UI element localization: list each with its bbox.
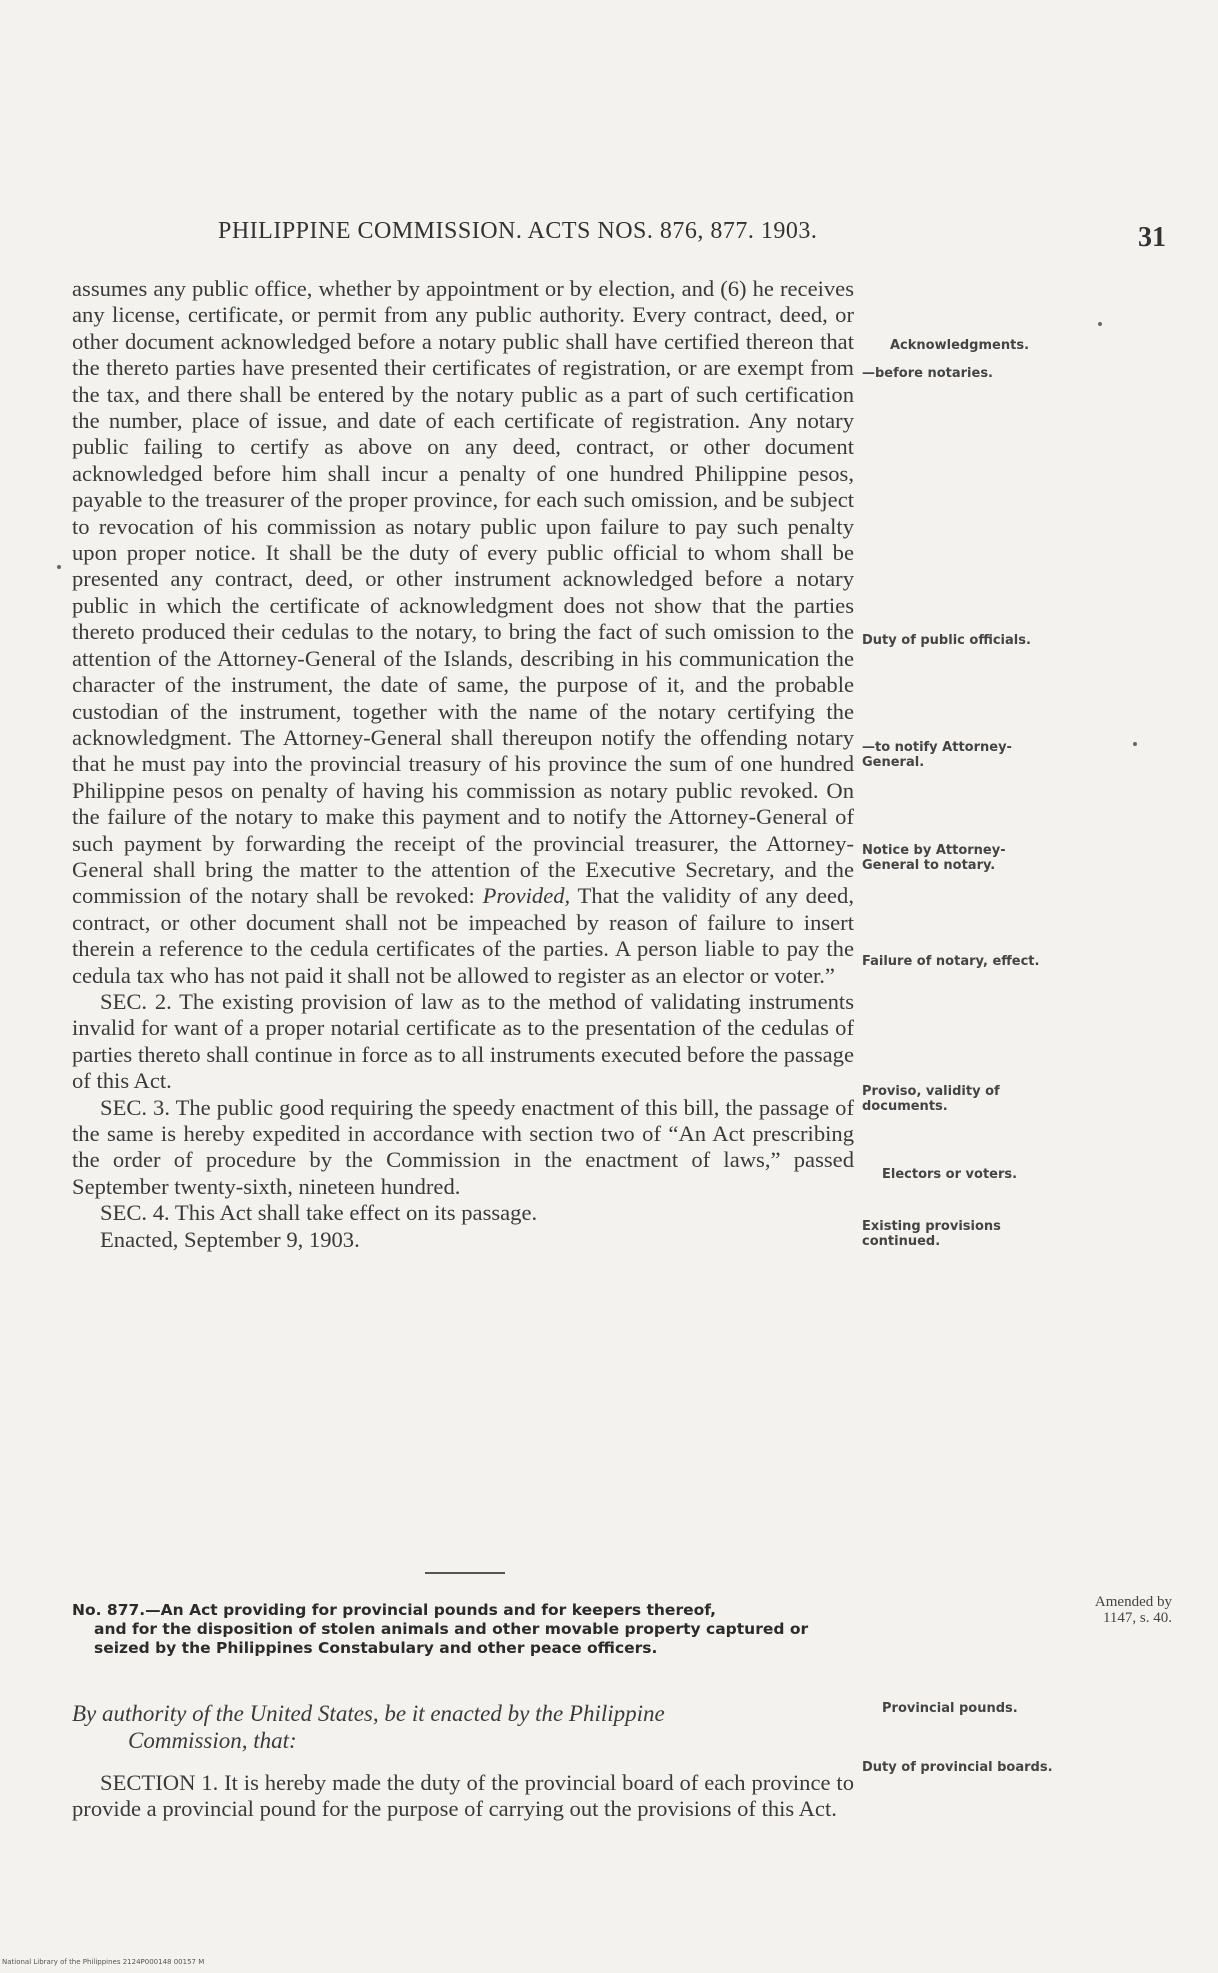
page-number: 31 xyxy=(1138,222,1166,253)
margin-note-duty-boards: Duty of provincial boards. xyxy=(862,1760,1053,1775)
act-877-section-1 xyxy=(72,1770,854,1823)
running-head: PHILIPPINE COMMISSION. ACTS NOS. 876, 877. 1903. xyxy=(218,218,818,244)
paragraph-continued xyxy=(72,276,854,989)
proviso-word: Provided, xyxy=(482,883,571,909)
margin-note-failure-notary: Failure of notary, effect. xyxy=(862,954,1040,969)
body-text xyxy=(72,276,854,1253)
margin-note-acknowledgments: Acknowledgments. xyxy=(890,338,1030,353)
margin-note-before-notaries: —before notaries. xyxy=(862,366,993,381)
enacting-line2: Commission, that: xyxy=(128,1728,297,1753)
section-4: SEC. 4. This Act shall take effect on its passage. xyxy=(100,1200,538,1226)
enacted-date: Enacted, September 9, 1903. xyxy=(100,1226,360,1252)
margin-note-provincial-pounds: Provincial pounds. xyxy=(882,1701,1018,1716)
margin-note-proviso: Proviso, validity of documents. xyxy=(862,1084,1000,1114)
enacting-clause xyxy=(72,1700,854,1754)
footer-archive-stamp: National Library of the Philippines 2124P000148 00157 M xyxy=(2,1958,205,1966)
margin-note-notice-ag: Notice by Attorney-General to notary. xyxy=(862,843,1006,873)
paragraph-1-end: That the validity of any deed, contract, or other document shall not be impeached by reason of failure to insert therein a reference to the cedula certificates of the parties. A person liable to pay the cedula tax who has not paid it shall not be allowed to register as an elector or voter.” xyxy=(72,883,854,988)
section-2: SEC. 2. The existing provision of law as to the method of validating instruments invalid for want of a proper notarial certificate as to the presentation of the cedulas of parties thereto shall continue in force as to all instruments executed before the passage of this Act. xyxy=(72,988,854,1094)
margin-note-amended: Amended by 1147, s. 40. xyxy=(1094,1594,1172,1626)
enacting-line1: By authority of the United States, be it enacted by the Philippine xyxy=(72,1701,665,1726)
paragraph-1-text: assumes any public office, whether by appointment or by election, and (6) he receives any license, certificate, or permit from any public authority. Every contract, deed, or other document acknowledged before a notary public shall have certified thereon that the thereto parties have presented their certificates of registration, or are exempt from the tax, and there shall be entered by the notary public as a part of such certification the number, place of issue, and date of each certificate of registration. Any notary public failing to certify as above on any deed, contract, or other document acknowledged before him shall incur a penalty of one hundred Philippine pesos, payable to the treasurer of the proper province, for each such omission, and be subject to revocation of his commission as notary public upon failure to pay such penalty upon proper notice. It shall be the duty of every public official to whom shall be presented any contract, deed, or other instrument acknowledged before a notary public in which the certificate of acknowledgment does not show that the parties thereto produced their cedulas to the notary, to bring the fact of such omission to the attention of the Attorney-General of the Islands, describing in his communication the character of the instrument, the date of same, the purpose of it, and the probable custodian of the instrument, together with the name of the notary certifying the acknowledgment. The Attorney-General shall thereupon notify the offending notary that he must pay into the provincial treasury of his province the sum of one hundred Philippine pesos on penalty of having his commission as notary public revoked. On the failure of the notary to make this payment and to notify the Attorney-General of such payment by forwarding the receipt of the provincial treasurer, the Attorney-General shall bring the matter to the attention of the Executive Secretary, and the commission of the notary shall be revoked: xyxy=(72,276,854,909)
scan-speck xyxy=(57,565,61,569)
section-3: SEC. 3. The public good requiring the speedy enactment of this bill, the passage of the same is hereby expedited in accordance with section two of “An Act prescribing the order of procedure by the Commission in the enactment of laws,” passed September twenty-sixth, nineteen hundred. xyxy=(72,1094,854,1199)
section-divider xyxy=(425,1572,505,1574)
act-877-heading-line1: No. 877.—An Act providing for provincial pounds and for keepers thereof, xyxy=(72,1601,717,1619)
margin-note-electors: Electors or voters. xyxy=(882,1167,1018,1182)
margin-note-existing-provisions: Existing provisions continued. xyxy=(862,1219,1001,1249)
scan-speck xyxy=(1133,742,1137,746)
act-877-heading xyxy=(72,1601,854,1658)
section-1-text: SECTION 1. It is hereby made the duty of the provincial board of each province to provide a provincial pound for the purpose of carrying out the provisions of this Act. xyxy=(72,1770,854,1822)
act-877-heading-continuation: and for the disposition of stolen animals and other movable property captured or seized by the Philippines Constabulary and other peace officers. xyxy=(94,1620,809,1657)
scan-speck xyxy=(1098,322,1102,326)
margin-note-duty-officials: Duty of public officials. xyxy=(862,633,1031,648)
margin-note-notify-ag: —to notify Attorney-General. xyxy=(862,740,1012,770)
